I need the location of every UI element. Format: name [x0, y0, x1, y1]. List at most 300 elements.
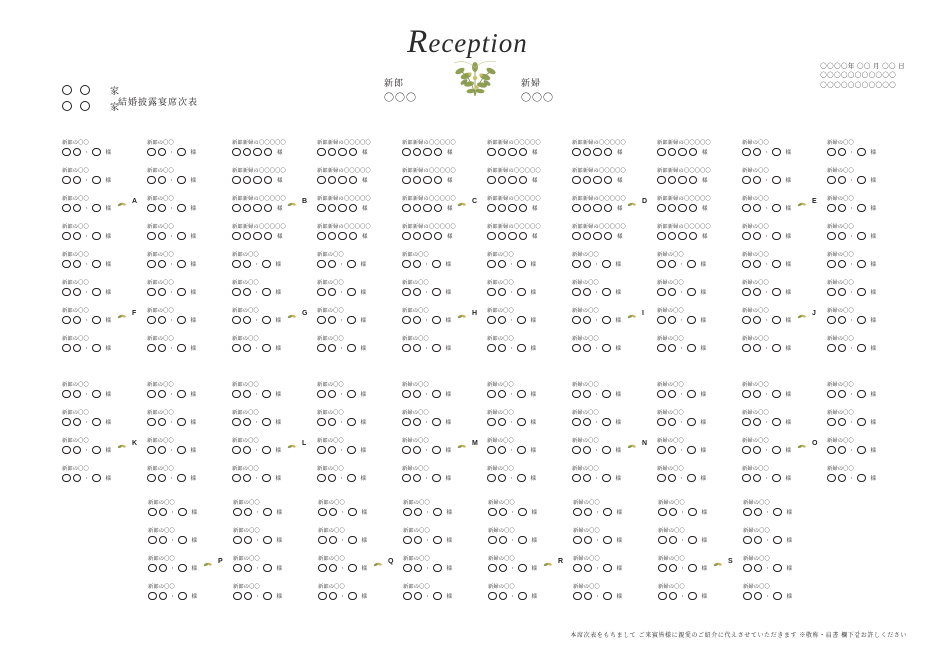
- seat-name-circles: [403, 507, 452, 517]
- seat-circle-icon: [329, 564, 338, 573]
- seat-name-circles: [317, 147, 371, 157]
- seat-separator-dot: ・: [254, 261, 260, 268]
- seat-name-circles: [402, 203, 456, 213]
- honorific-sama: 様: [615, 318, 622, 324]
- seat-entry[interactable]: [487, 280, 536, 302]
- seat-entry[interactable]: [317, 168, 371, 190]
- seat-circle-icon: [232, 316, 241, 325]
- seat-entry[interactable]: [742, 438, 791, 460]
- seat-name-circles: [573, 591, 622, 601]
- seat-entry[interactable]: [317, 224, 371, 246]
- seat-circle-icon: [73, 288, 82, 297]
- seat-guest-relation: 新郎の〇〇: [402, 280, 429, 286]
- honorific-sama: 様: [275, 290, 282, 296]
- seat-entry[interactable]: [657, 196, 711, 218]
- seat-entry[interactable]: [402, 280, 451, 302]
- seat-entry[interactable]: [742, 280, 791, 302]
- seat-entry[interactable]: [233, 556, 282, 578]
- seat-entry[interactable]: [743, 500, 792, 522]
- leaf-accent-icon: [117, 313, 127, 320]
- seat-name-circles: [232, 315, 281, 325]
- seat-circle-icon: [517, 474, 526, 483]
- seat-entry[interactable]: [487, 252, 536, 274]
- seat-entry[interactable]: [147, 410, 196, 432]
- seat-entry[interactable]: [488, 556, 537, 578]
- seat-entry[interactable]: [147, 196, 196, 218]
- seat-entry[interactable]: [317, 336, 366, 358]
- seat-entry[interactable]: [487, 336, 536, 358]
- seat-circle-icon: [62, 344, 71, 353]
- seat-entry[interactable]: [742, 382, 791, 404]
- seat-name-circles: [572, 389, 621, 399]
- seat-entry[interactable]: [572, 308, 621, 330]
- seat-entry[interactable]: [572, 224, 626, 246]
- leaf-accent-icon: [287, 201, 297, 208]
- seat-name-circles: [487, 259, 536, 269]
- seat-entry[interactable]: [232, 308, 281, 330]
- seat-entry[interactable]: [402, 168, 456, 190]
- seat-entry[interactable]: [742, 336, 791, 358]
- honorific-sama: 様: [445, 448, 452, 454]
- seat-entry[interactable]: [402, 308, 451, 330]
- seat-entry[interactable]: [573, 500, 622, 522]
- seat-entry[interactable]: [317, 140, 371, 162]
- seat-entry[interactable]: [402, 224, 456, 246]
- seat-entry[interactable]: [743, 556, 792, 578]
- seat-name-circles: [573, 507, 622, 517]
- seat-entry[interactable]: [572, 336, 621, 358]
- seat-entry[interactable]: [232, 382, 281, 404]
- seat-entry[interactable]: [742, 252, 791, 274]
- seat-entry[interactable]: [488, 584, 537, 606]
- honorific-sama: 様: [277, 234, 283, 240]
- seat-entry[interactable]: [62, 410, 111, 432]
- seat-separator-dot: ・: [84, 447, 90, 454]
- seat-separator-dot: ・: [424, 391, 430, 398]
- seat-circle-icon: [243, 446, 252, 455]
- seat-entry[interactable]: [402, 336, 451, 358]
- seat-circle-icon: [253, 204, 262, 213]
- seat-circle-icon: [604, 176, 613, 185]
- seat-entry[interactable]: [317, 382, 366, 404]
- seat-circle-icon: [147, 446, 156, 455]
- seat-circle-icon: [402, 344, 411, 353]
- seat-entry[interactable]: [232, 336, 281, 358]
- seat-entry[interactable]: [657, 466, 706, 488]
- seat-guest-relation: 新郎の〇〇: [317, 410, 344, 416]
- seat-guest-relation: 新郎の〇〇: [148, 500, 175, 506]
- seat-circle-icon: [317, 344, 326, 353]
- seat-entry[interactable]: [233, 584, 282, 606]
- seat-name-circles: [658, 591, 707, 601]
- seat-entry[interactable]: [148, 556, 197, 578]
- seat-name-circles: [147, 473, 196, 483]
- seat-separator-dot: ・: [509, 317, 515, 324]
- seat-circle-icon: [62, 446, 71, 455]
- seat-name-circles: [743, 535, 792, 545]
- seat-entry[interactable]: [657, 140, 711, 162]
- seat-circle-icon: [413, 148, 422, 157]
- seat-name-circles: [317, 231, 371, 241]
- seat-entry[interactable]: [148, 528, 197, 550]
- honorific-sama: 様: [446, 538, 453, 544]
- honorific-sama: 様: [105, 262, 112, 268]
- seat-entry[interactable]: [232, 280, 281, 302]
- seat-guest-relation: 新婦の〇〇: [487, 382, 514, 388]
- seat-entry[interactable]: [742, 168, 791, 190]
- seat-guest-relation: 新郎の〇〇: [62, 308, 89, 314]
- seat-name-circles: [488, 591, 537, 601]
- seat-name-circles: [657, 315, 706, 325]
- table-letter-o: O: [812, 440, 818, 447]
- seat-entry[interactable]: [827, 308, 876, 330]
- seat-circle-icon: [583, 316, 592, 325]
- seat-entry[interactable]: [62, 336, 111, 358]
- seat-entry[interactable]: [317, 438, 366, 460]
- seat-circle-icon: [262, 474, 271, 483]
- seat-entry[interactable]: [402, 196, 456, 218]
- seat-entry[interactable]: [658, 584, 707, 606]
- seat-entry[interactable]: [488, 528, 537, 550]
- seat-circle-icon: [602, 390, 611, 399]
- seat-guest-relation: 新郎の〇〇: [317, 466, 344, 472]
- seat-entry[interactable]: [62, 280, 111, 302]
- seat-entry[interactable]: [147, 168, 196, 190]
- seat-name-circles: [62, 445, 111, 455]
- seat-circle-icon: [92, 204, 101, 213]
- seat-circle-icon: [73, 474, 82, 483]
- seat-entry[interactable]: [657, 382, 706, 404]
- seat-entry[interactable]: [402, 466, 451, 488]
- seat-entry[interactable]: [318, 556, 367, 578]
- seat-entry[interactable]: [232, 438, 281, 460]
- seat-entry[interactable]: [827, 410, 876, 432]
- seat-name-circles: [827, 417, 876, 427]
- seat-entry[interactable]: [487, 224, 541, 246]
- seat-guest-relation: 新郎の〇〇: [147, 466, 174, 472]
- seat-entry[interactable]: [62, 308, 111, 330]
- seat-circle-icon: [838, 232, 847, 241]
- seat-circle-icon: [604, 148, 613, 157]
- seat-entry[interactable]: [573, 584, 622, 606]
- seat-entry[interactable]: [317, 252, 366, 274]
- seat-entry[interactable]: [62, 252, 111, 274]
- seat-name-circles: [572, 175, 626, 185]
- seat-entry[interactable]: [62, 140, 111, 162]
- seat-separator-dot: ・: [340, 565, 346, 572]
- seat-separator-dot: ・: [169, 391, 175, 398]
- seat-circle-icon: [73, 176, 82, 185]
- seat-entry[interactable]: [488, 500, 537, 522]
- seat-name-circles: [572, 287, 621, 297]
- seat-entry[interactable]: [827, 382, 876, 404]
- seat-entry[interactable]: [827, 168, 876, 190]
- seat-entry[interactable]: [147, 252, 196, 274]
- seat-guest-relation: 新郎の〇〇: [147, 168, 174, 174]
- seat-entry[interactable]: [658, 500, 707, 522]
- seat-entry[interactable]: [827, 252, 876, 274]
- seat-entry[interactable]: [487, 196, 541, 218]
- seat-entry[interactable]: [487, 438, 536, 460]
- seat-entry[interactable]: [658, 556, 707, 578]
- seat-name-circles: [62, 343, 111, 353]
- seat-circle-icon: [177, 316, 186, 325]
- seat-entry[interactable]: [572, 140, 626, 162]
- seat-separator-dot: ・: [340, 537, 346, 544]
- seat-name-circles: [827, 389, 876, 399]
- seat-entry[interactable]: [657, 336, 706, 358]
- seat-entry[interactable]: [402, 140, 456, 162]
- seat-separator-dot: ・: [170, 565, 176, 572]
- seat-guest-relation: 新郎の〇〇: [62, 280, 89, 286]
- seat-entry[interactable]: [317, 308, 366, 330]
- seat-entry[interactable]: [657, 438, 706, 460]
- seat-entry[interactable]: [487, 140, 541, 162]
- seat-entry[interactable]: [827, 196, 876, 218]
- seat-name-circles: [827, 315, 876, 325]
- seat-entry[interactable]: [572, 252, 621, 274]
- seat-entry[interactable]: [403, 500, 452, 522]
- seat-entry[interactable]: [573, 556, 622, 578]
- seat-circle-icon: [178, 536, 187, 545]
- seat-entry[interactable]: [232, 410, 281, 432]
- seat-circle-icon: [148, 536, 157, 545]
- seat-entry[interactable]: [317, 410, 366, 432]
- seat-entry[interactable]: [487, 168, 541, 190]
- seat-guest-relation: 新郎の〇〇: [232, 308, 259, 314]
- seat-circle-icon: [413, 204, 422, 213]
- honorific-sama: 様: [275, 420, 282, 426]
- seat-entry[interactable]: [232, 168, 286, 190]
- honorific-sama: 様: [870, 346, 877, 352]
- seat-circle-icon: [838, 344, 847, 353]
- seat-entry[interactable]: [147, 336, 196, 358]
- honorific-sama: 様: [531, 538, 538, 544]
- seat-circle-icon: [328, 316, 337, 325]
- seat-circle-icon: [772, 288, 781, 297]
- seat-entry[interactable]: [317, 196, 371, 218]
- seat-circle-icon: [62, 176, 71, 185]
- seat-circle-icon: [402, 390, 411, 399]
- seat-separator-dot: ・: [764, 205, 770, 212]
- seat-entry[interactable]: [233, 500, 282, 522]
- seat-name-circles: [487, 287, 536, 297]
- seat-circle-icon: [487, 204, 496, 213]
- honorific-sama: 様: [105, 318, 112, 324]
- seat-entry[interactable]: [742, 466, 791, 488]
- seat-entry[interactable]: [233, 528, 282, 550]
- seat-entry[interactable]: [657, 224, 711, 246]
- seat-circle-icon: [583, 288, 592, 297]
- seat-name-circles: [827, 259, 876, 269]
- seat-entry[interactable]: [572, 280, 621, 302]
- seat-entry[interactable]: [827, 466, 876, 488]
- seat-entry[interactable]: [147, 224, 196, 246]
- seat-entry[interactable]: [62, 382, 111, 404]
- seat-separator-dot: ・: [339, 419, 345, 426]
- seat-circle-icon: [262, 260, 271, 269]
- seat-entry[interactable]: [147, 140, 196, 162]
- seat-circle-icon: [742, 288, 751, 297]
- seat-circle-icon: [742, 316, 751, 325]
- seat-circle-icon: [147, 344, 156, 353]
- seat-circle-icon: [603, 508, 612, 517]
- seat-guest-relation: 新婦の〇〇: [827, 308, 854, 314]
- seat-entry[interactable]: [318, 528, 367, 550]
- seat-entry[interactable]: [62, 438, 111, 460]
- seat-guest-relation: 新郎新婦の〇〇〇〇〇: [657, 224, 711, 230]
- seat-entry[interactable]: [487, 466, 536, 488]
- seat-circle-icon: [657, 176, 666, 185]
- seat-circle-icon: [827, 344, 836, 353]
- seat-entry[interactable]: [232, 224, 286, 246]
- seat-entry[interactable]: [148, 500, 197, 522]
- seat-circle-icon: [92, 418, 101, 427]
- seat-entry[interactable]: [232, 196, 286, 218]
- seat-entry[interactable]: [657, 410, 706, 432]
- seat-circle-icon: [827, 474, 836, 483]
- honorific-sama: 様: [870, 178, 877, 184]
- seat-circle-icon: [73, 260, 82, 269]
- honorific-sama: 様: [361, 594, 368, 600]
- seat-name-circles: [742, 343, 791, 353]
- seat-guest-relation: 新婦の〇〇: [402, 410, 429, 416]
- seat-circle-icon: [232, 288, 241, 297]
- seat-entry[interactable]: [742, 140, 791, 162]
- seat-circle-icon: [669, 508, 678, 517]
- seat-circle-icon: [232, 418, 241, 427]
- seat-name-circles: [62, 287, 111, 297]
- seat-entry[interactable]: [402, 438, 451, 460]
- seat-entry[interactable]: [232, 252, 281, 274]
- seat-entry[interactable]: [572, 196, 626, 218]
- seat-guest-relation: 新婦の〇〇: [572, 382, 599, 388]
- seat-circle-icon: [668, 418, 677, 427]
- seat-circle-icon: [403, 536, 412, 545]
- seat-name-circles: [743, 591, 792, 601]
- seat-guest-relation: 新郎の〇〇: [317, 438, 344, 444]
- seat-entry[interactable]: [657, 280, 706, 302]
- seat-entry[interactable]: [232, 140, 286, 162]
- honorific-sama: 様: [190, 420, 197, 426]
- seat-entry[interactable]: [573, 528, 622, 550]
- seat-entry[interactable]: [318, 584, 367, 606]
- seat-entry[interactable]: [147, 280, 196, 302]
- seat-entry[interactable]: [742, 410, 791, 432]
- seat-entry[interactable]: [827, 336, 876, 358]
- seat-circle-icon: [92, 148, 101, 157]
- seat-entry[interactable]: [147, 382, 196, 404]
- seat-entry[interactable]: [657, 252, 706, 274]
- seat-separator-dot: ・: [169, 177, 175, 184]
- seat-entry[interactable]: [742, 224, 791, 246]
- honorific-sama: 様: [191, 566, 198, 572]
- seat-guest-relation: 新婦の〇〇: [742, 308, 769, 314]
- seat-circle-icon: [402, 446, 411, 455]
- seat-entry[interactable]: [572, 168, 626, 190]
- seat-entry[interactable]: [232, 466, 281, 488]
- seat-entry[interactable]: [62, 168, 111, 190]
- seat-name-circles: [487, 315, 536, 325]
- seat-entry[interactable]: [572, 410, 621, 432]
- seat-circle-icon: [668, 316, 677, 325]
- seat-entry[interactable]: [402, 382, 451, 404]
- seat-entry[interactable]: [148, 584, 197, 606]
- seat-entry[interactable]: [743, 584, 792, 606]
- seat-entry[interactable]: [318, 500, 367, 522]
- seat-guest-relation: 新婦の〇〇: [573, 528, 600, 534]
- seat-entry[interactable]: [62, 196, 111, 218]
- seat-entry[interactable]: [742, 308, 791, 330]
- seat-entry[interactable]: [487, 308, 536, 330]
- seat-entry[interactable]: [827, 224, 876, 246]
- seat-entry[interactable]: [402, 410, 451, 432]
- seat-entry[interactable]: [147, 308, 196, 330]
- seat-separator-dot: ・: [339, 475, 345, 482]
- seat-entry[interactable]: [402, 252, 451, 274]
- seat-entry[interactable]: [62, 224, 111, 246]
- seat-separator-dot: ・: [169, 447, 175, 454]
- seat-entry[interactable]: [403, 584, 452, 606]
- seat-circle-icon: [518, 508, 527, 517]
- seat-entry[interactable]: [572, 438, 621, 460]
- seat-entry[interactable]: [403, 556, 452, 578]
- seat-circle-icon: [772, 176, 781, 185]
- seat-separator-dot: ・: [169, 261, 175, 268]
- seat-separator-dot: ・: [84, 345, 90, 352]
- seat-entry[interactable]: [62, 466, 111, 488]
- seat-name-circles: [488, 507, 537, 517]
- seat-separator-dot: ・: [680, 565, 686, 572]
- seat-circle-icon: [338, 148, 347, 157]
- seat-entry[interactable]: [147, 466, 196, 488]
- seat-entry[interactable]: [658, 528, 707, 550]
- seat-circle-icon: [413, 390, 422, 399]
- honorific-sama: 様: [446, 510, 453, 516]
- seat-entry[interactable]: [827, 140, 876, 162]
- seat-entry[interactable]: [743, 528, 792, 550]
- leaf-accent-icon: [627, 443, 637, 450]
- seat-separator-dot: ・: [509, 419, 515, 426]
- seat-entry[interactable]: [317, 280, 366, 302]
- seat-guest-relation: 新郎の〇〇: [403, 500, 430, 506]
- seat-circle-icon: [498, 418, 507, 427]
- seat-guest-relation: 新郎新婦の〇〇〇〇〇: [487, 196, 541, 202]
- seat-circle-icon: [434, 148, 443, 157]
- seat-circle-icon: [487, 288, 496, 297]
- seat-entry[interactable]: [742, 196, 791, 218]
- seat-circle-icon: [498, 148, 507, 157]
- seat-circle-icon: [177, 474, 186, 483]
- seat-entry[interactable]: [572, 466, 621, 488]
- seat-entry[interactable]: [487, 410, 536, 432]
- seat-circle-icon: [583, 260, 592, 269]
- seat-name-circles: [572, 315, 621, 325]
- seat-entry[interactable]: [657, 308, 706, 330]
- seat-entry[interactable]: [317, 466, 366, 488]
- seat-circle-icon: [519, 232, 528, 241]
- honorific-sama: 様: [700, 318, 707, 324]
- seat-entry[interactable]: [403, 528, 452, 550]
- seat-entry[interactable]: [572, 382, 621, 404]
- seat-entry[interactable]: [827, 438, 876, 460]
- seat-entry[interactable]: [487, 382, 536, 404]
- seat-separator-dot: ・: [849, 205, 855, 212]
- seat-entry[interactable]: [147, 438, 196, 460]
- seat-entry[interactable]: [657, 168, 711, 190]
- seat-separator-dot: ・: [594, 475, 600, 482]
- seat-entry[interactable]: [827, 280, 876, 302]
